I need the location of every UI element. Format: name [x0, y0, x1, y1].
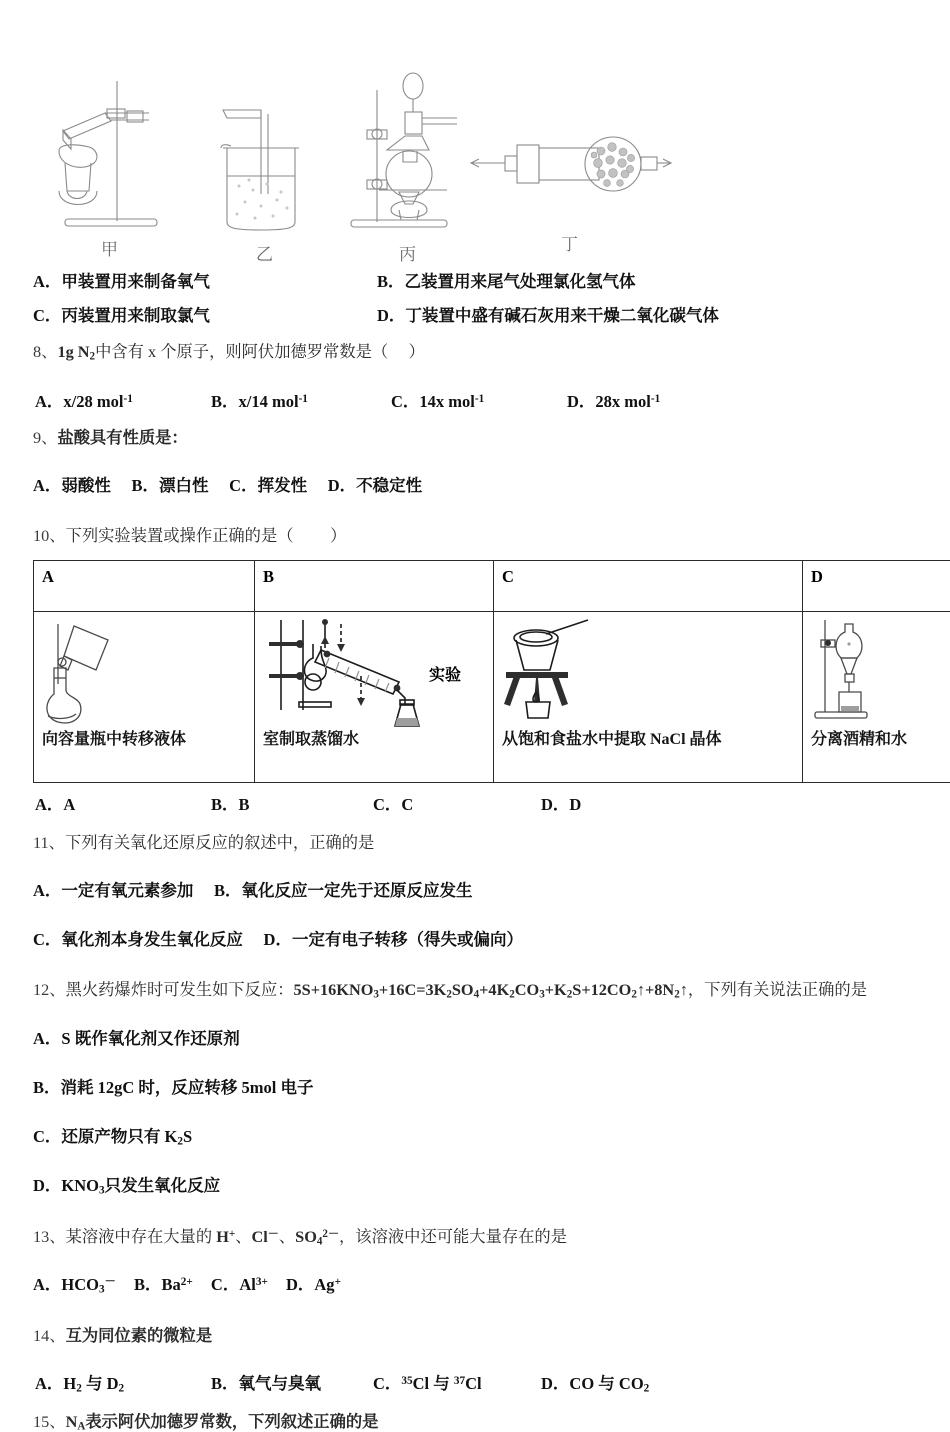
q14-option-d-key: D．	[541, 1374, 569, 1393]
q14-option-c-key: C．	[373, 1374, 401, 1393]
q13-option-a-sub: 3	[99, 1284, 105, 1296]
q12-equation: $5S+16KNO_3+16C=3K_2SO_4+4K_2CO_3+K_2S+12CO_2↑+8N_2↑$	[294, 980, 688, 999]
q14-option-c[interactable]: C．$^{35}$Cl 与 $^{37}$Cl	[373, 1370, 482, 1394]
table-content-row	[34, 612, 950, 783]
q10-option-a-key: A．	[35, 795, 63, 814]
q15-stem-post: 表示阿伏加德罗常数，下列叙述正确的是	[85, 1412, 378, 1431]
q11-stem	[33, 829, 917, 853]
q14-option-a[interactable]: A．$H_2$ 与 $D_2$	[35, 1370, 124, 1394]
q13-option-d-base: Ag	[314, 1275, 334, 1294]
q12-stem-pre: 黑火药爆炸时可发生如下反应：	[66, 980, 294, 999]
q12-option-b[interactable]: B．消耗 12gC 时，反应转移 5mol 电子	[33, 1074, 917, 1098]
page-content	[33, 0, 917, 1432]
q13-option-b-sup: 2+	[181, 1276, 193, 1288]
q14-option-c-mass-b: 37	[454, 1375, 465, 1387]
figure-label-jia: 甲	[45, 235, 175, 260]
q10-option-c-value: C	[401, 795, 413, 814]
q14-option-a-key: A．	[35, 1374, 63, 1393]
q13-option-b[interactable]	[134, 1275, 193, 1294]
q13-option-a-key: A．	[33, 1275, 61, 1294]
q13-stem-text: 某溶液中存在大量的 H+、Cl－、$SO_4^{2-}$，该溶液中还可能大量存在的是	[66, 1227, 567, 1246]
q8-option-d-key: D．	[567, 392, 595, 411]
q14-option-b-text: 氧气与臭氧	[239, 1374, 322, 1393]
q13-option-c[interactable]	[211, 1275, 268, 1294]
q8-option-b-key: B．	[211, 392, 239, 411]
figure-bing	[343, 70, 473, 265]
table-header-a: A	[34, 561, 255, 612]
q8-number: 8、	[33, 342, 57, 361]
apparatus-figure-row	[33, 78, 917, 268]
q8-stem-sub: 2	[90, 350, 96, 362]
q10-option-c-key: C．	[373, 795, 401, 814]
q11-stem-text: 下列有关氧化还原反应的叙述中，正确的是	[65, 833, 374, 852]
q8-option-a-key: A．	[35, 392, 63, 411]
q13-number: 13、	[33, 1227, 66, 1246]
q14-option-b-key: B．	[211, 1374, 239, 1393]
table-caption-c: 从饱和食盐水中提取 NaCl 晶体	[502, 730, 794, 749]
figure-yi	[205, 98, 325, 265]
table-header-b: B	[255, 561, 494, 612]
q8-option-d[interactable]	[567, 388, 660, 412]
q14-number: 14、	[33, 1326, 66, 1345]
q12-option-a[interactable]: A．S 既作氧化剂又作还原剂	[33, 1025, 917, 1049]
round-flask-distillation-stand-icon	[343, 70, 473, 238]
q7-option-a[interactable]: A．甲装置用来制备氧气	[33, 268, 210, 292]
q10-number: 10、	[33, 526, 66, 545]
q12-option-c[interactable]	[33, 1123, 917, 1147]
figure-label-bing: 丙	[343, 240, 473, 265]
q10-option-a[interactable]	[35, 791, 75, 815]
q11-options-line-1[interactable]: A．一定有氧元素参加 B．氧化反应一定先于还原反应发生	[33, 877, 917, 901]
q8-option-b-value: x/14 mol	[239, 392, 299, 411]
q8-stem	[33, 338, 917, 362]
q12-stem-post: ，下列有关说法正确的是	[688, 980, 867, 999]
q13-option-d[interactable]	[286, 1275, 341, 1294]
q15-number: 15、	[33, 1412, 66, 1431]
q9-stem-text: 盐酸具有性质是：	[57, 428, 187, 447]
q14-option-b[interactable]	[211, 1370, 321, 1394]
q12-stem	[33, 976, 917, 1000]
q8-stem-post: 中含有 x 个原子，则阿伏加德罗常数是（ ）	[95, 342, 425, 361]
q7-option-b[interactable]: B．乙装置用来尾气处理氯化氢气体	[377, 268, 636, 292]
q12-number: 12、	[33, 980, 66, 999]
q10-option-c[interactable]	[373, 791, 413, 815]
q9-stem	[33, 424, 917, 448]
table-cell-b[interactable]	[255, 612, 494, 783]
q7-option-row-1	[33, 268, 917, 302]
q8-option-c-value: 14x mol	[419, 392, 474, 411]
q7-option-row-2	[33, 302, 917, 338]
q10-option-d-value: D	[569, 795, 581, 814]
q8-option-c-key: C．	[391, 392, 419, 411]
q15-stem-pre: N	[66, 1412, 78, 1431]
q13-option-d-key: D．	[286, 1275, 314, 1294]
table-caption-b: 室制取蒸馏水	[263, 730, 485, 749]
q11-number: 11、	[33, 833, 65, 852]
q12-option-d[interactable]	[33, 1172, 917, 1196]
q12-option-d-post: 只发生氧化反应	[105, 1176, 221, 1195]
q8-option-c-sup: -1	[475, 393, 484, 405]
q8-option-d-value: 28x mol	[595, 392, 650, 411]
q8-option-a-value: x/28 mol	[63, 392, 123, 411]
table-header-row	[34, 561, 950, 612]
test-tube-heating-apparatus-icon	[45, 73, 175, 233]
figure-ding	[465, 123, 675, 255]
q13-stem	[33, 1223, 917, 1247]
q13-option-d-sup: +	[335, 1276, 341, 1288]
q8-option-b-sup: -1	[299, 393, 308, 405]
separating-funnel-icon	[811, 618, 901, 730]
q8-option-c[interactable]	[391, 388, 484, 412]
table-caption-d: 分离酒精和水	[811, 730, 950, 749]
q8-option-b[interactable]	[211, 388, 308, 412]
q10-options	[33, 791, 917, 829]
q15-stem	[33, 1408, 917, 1432]
q10-option-d-key: D．	[541, 795, 569, 814]
q13-option-b-key: B．	[134, 1275, 162, 1294]
q10-option-b[interactable]	[211, 791, 250, 815]
q8-option-d-sup: -1	[651, 393, 660, 405]
q11-options-line-2[interactable]: C．氧化剂本身发生氧化反应 D．一定有电子转移（得失或偏向）	[33, 926, 917, 950]
q15-stem-sub: A	[77, 1420, 85, 1432]
q12-option-c-post: S	[183, 1127, 192, 1146]
experiment-options-table	[33, 560, 950, 783]
q13-options[interactable]	[33, 1271, 917, 1295]
q13-option-a[interactable]	[33, 1275, 116, 1294]
q10-stem-text: 下列实验装置或操作正确的是（ ）	[66, 526, 347, 545]
q9-number: 9、	[33, 428, 57, 447]
q14-stem	[33, 1322, 917, 1346]
drying-tube-u-tube-icon	[465, 123, 675, 228]
q10-option-b-value: B	[239, 795, 250, 814]
q8-stem-pre: 1g N	[57, 342, 89, 361]
q12-option-d-sub: 3	[99, 1185, 105, 1197]
q14-option-d[interactable]: D．CO 与 $CO_2$	[541, 1370, 649, 1394]
q12-option-d-pre: D．KNO	[33, 1176, 99, 1195]
q13-option-c-key: C．	[211, 1275, 239, 1294]
q10-stem	[33, 522, 917, 546]
q13-option-c-base: Al	[239, 1275, 256, 1294]
q8-options	[33, 388, 917, 424]
table-header-d: D	[803, 561, 950, 612]
q8-option-a-sup: -1	[123, 393, 132, 405]
table-cell-c[interactable]	[494, 612, 803, 783]
q10-option-d[interactable]	[541, 791, 581, 815]
table-header-c: C	[494, 561, 803, 612]
q13-option-b-base: Ba	[162, 1275, 181, 1294]
q7-option-d[interactable]: D．丁装置中盛有碱石灰用来干燥二氧化碳气体	[377, 302, 719, 326]
table-cell-a[interactable]	[34, 612, 255, 783]
q8-option-a[interactable]	[35, 388, 133, 412]
beaker-gas-absorption-icon	[205, 98, 325, 238]
volumetric-flask-pouring-icon	[42, 618, 137, 730]
q10-option-b-key: B．	[211, 795, 239, 814]
evaporating-dish-tripod-icon	[502, 618, 612, 730]
table-cell-d[interactable]	[803, 612, 950, 783]
figure-label-ding: 丁	[465, 230, 675, 255]
q13-option-a-base: HCO	[61, 1275, 99, 1294]
q12-option-c-sub: 2	[177, 1135, 183, 1147]
q9-options[interactable]: A．弱酸性 B．漂白性 C．挥发性 D．不稳定性	[33, 472, 917, 496]
q7-option-c[interactable]: C．丙装置用来制取氯气	[33, 302, 210, 326]
q14-stem-text: 互为同位素的微粒是	[66, 1326, 213, 1345]
q13-option-c-sup: 3+	[256, 1276, 268, 1288]
q14-option-c-mass-a: 35	[401, 1375, 412, 1387]
q12-option-c-pre: C．还原产物只有 K	[33, 1127, 177, 1146]
figure-label-yi: 乙	[205, 240, 325, 265]
figure-jia	[45, 73, 175, 260]
table-extra-b: 实验	[429, 662, 461, 685]
q14-options	[33, 1370, 917, 1408]
q10-option-a-value: A	[63, 795, 75, 814]
table-caption-a: 向容量瓶中转移液体	[42, 730, 246, 749]
q13-option-a-sup: －	[105, 1276, 116, 1288]
